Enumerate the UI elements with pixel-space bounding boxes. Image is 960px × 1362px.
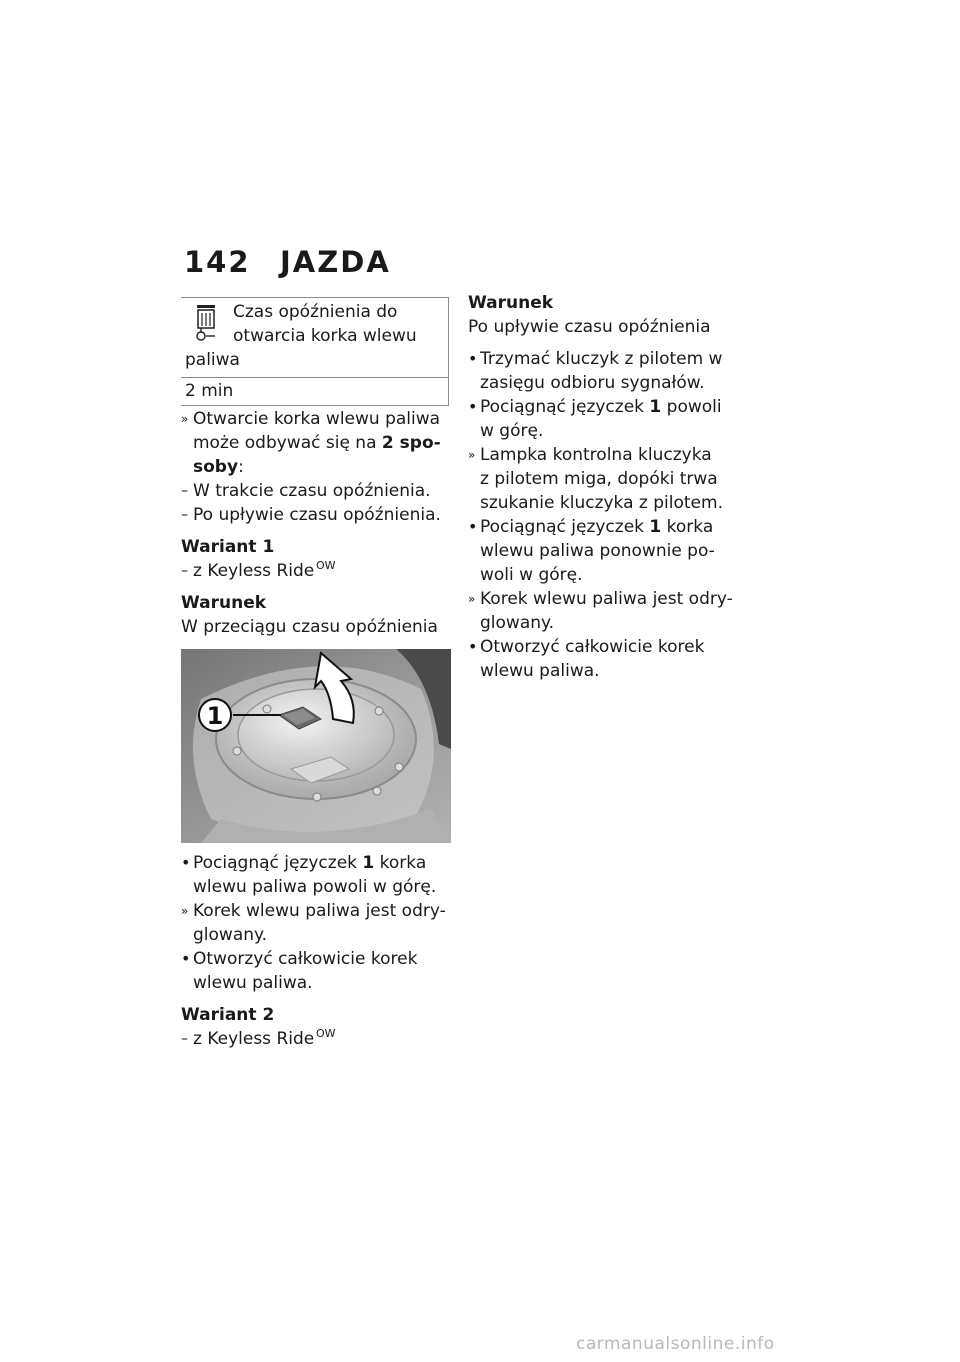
result-intro: [181, 407, 453, 479]
bullet-marker-icon: •: [468, 397, 478, 416]
r-result2-line2: glowany.: [480, 613, 555, 633]
way-1: W trakcie czasu opóźnienia.: [193, 481, 431, 501]
page-number: 142: [184, 245, 251, 279]
r-step3-text-b: korka: [661, 517, 714, 537]
info-label-line3: paliwa: [185, 350, 240, 370]
condition2-text: Po upływie czasu opóźnienia: [468, 317, 711, 337]
r-step4-line2: wlewu paliwa.: [480, 661, 600, 681]
bullet-marker-icon: •: [181, 853, 191, 872]
r-step1-line2: zasięgu odbioru sygnałów.: [480, 373, 705, 393]
r-step2-line2: w górę.: [480, 421, 544, 441]
result-marker-icon: »: [181, 412, 189, 426]
intro-bold-b: soby: [193, 457, 239, 477]
info-box-label: [181, 298, 448, 377]
r-result1-line2: z pilotem miga, dopóki trwa: [480, 469, 718, 489]
bullet-marker-icon: •: [181, 949, 191, 968]
intro-line-c: [193, 455, 453, 479]
r-step3: [468, 515, 748, 587]
r-step3-bold: 1: [649, 517, 662, 537]
r-step2-text-a: Pociągnąć języczek: [480, 397, 650, 417]
condition2-title: Warunek: [468, 293, 554, 313]
variant2-text: z Keyless Ride: [193, 1029, 315, 1049]
r-result1-line3: szukanie kluczyka z pilotem.: [480, 493, 723, 513]
info-box-value: 2 min: [181, 377, 448, 405]
watermark: carmanualsonline.info: [576, 1334, 775, 1354]
result-marker-icon: »: [181, 904, 189, 918]
variant1-item: [181, 559, 453, 583]
page-header: [184, 244, 391, 280]
variant2-sup: OW: [315, 1027, 336, 1040]
variant1-title: Wariant 1: [181, 537, 275, 557]
step2-line2: wlewu paliwa.: [193, 973, 313, 993]
dash-marker-icon: –: [181, 507, 188, 523]
r-step3-text-a: Pociągnąć języczek: [480, 517, 650, 537]
intro-colon: :: [238, 457, 244, 477]
step1-line2: wlewu paliwa powoli w górę.: [193, 877, 437, 897]
step2-line1: Otworzyć całkowicie korek: [193, 949, 418, 969]
step1: [181, 851, 453, 899]
way-2: Po upływie czasu opóźnienia.: [193, 505, 441, 525]
result1-line1: Korek wlewu paliwa jest odry-: [193, 901, 446, 921]
dash-marker-icon: –: [181, 1031, 188, 1047]
r-step1: [468, 347, 748, 395]
timer-fuel-icon: [195, 304, 219, 344]
condition1-title: Warunek: [181, 593, 267, 613]
intro-text-b: może odbywać się na: [193, 433, 382, 453]
step1-line1: [193, 851, 453, 875]
left-column: [181, 297, 453, 1051]
intro-line-b: [193, 431, 453, 455]
dash-marker-icon: –: [181, 483, 188, 499]
variant1-text: z Keyless Ride: [193, 561, 315, 581]
info-label-line2: otwarcia korka wlewu: [233, 326, 417, 346]
fuel-cap-photo: [181, 649, 451, 843]
variant2-title: Wariant 2: [181, 1005, 275, 1025]
r-step2-line1: [480, 395, 748, 419]
variant2-item: [181, 1027, 453, 1051]
r-step1-line1: Trzymać kluczyk z pilotem w: [480, 349, 723, 369]
step1-text-b: korka: [374, 853, 427, 873]
result1: [181, 899, 453, 947]
info-label-line1: Czas opóźnienia do: [233, 302, 398, 322]
section-title: JAZDA: [280, 245, 391, 279]
bullet-marker-icon: •: [468, 517, 478, 536]
r-result2: [468, 587, 748, 635]
bullet-marker-icon: •: [468, 349, 478, 368]
variant1-sup: OW: [315, 559, 336, 572]
bullet-marker-icon: •: [468, 637, 478, 656]
r-result1: [468, 443, 748, 515]
figure-callout-1: 1: [206, 702, 224, 730]
r-step3-line2: wlewu paliwa ponownie po-: [480, 541, 715, 561]
result-marker-icon: »: [468, 448, 476, 462]
info-box: [181, 297, 449, 406]
r-step3-line1: [480, 515, 748, 539]
step2: [181, 947, 453, 995]
result-marker-icon: »: [468, 592, 476, 606]
r-result1-line1: Lampka kontrolna kluczyka: [480, 445, 712, 465]
dash-marker-icon: –: [181, 563, 188, 579]
right-column: [468, 291, 748, 683]
r-step4-line1: Otworzyć całkowicie korek: [480, 637, 705, 657]
list-item: [181, 503, 453, 527]
r-step3-line3: woli w górę.: [480, 565, 583, 585]
r-step4: [468, 635, 748, 683]
spacer: [468, 339, 748, 347]
result1-line2: glowany.: [193, 925, 268, 945]
r-step2-text-b: powoli: [661, 397, 722, 417]
r-result2-line1: Korek wlewu paliwa jest odry-: [480, 589, 733, 609]
condition1-text: W przeciągu czasu opóźnienia: [181, 617, 438, 637]
list-item: [181, 479, 453, 503]
step1-bold: 1: [362, 853, 375, 873]
r-step2: [468, 395, 748, 443]
step1-text-a: Pociągnąć języczek: [193, 853, 363, 873]
intro-line-a: Otwarcie korka wlewu paliwa: [193, 409, 441, 429]
intro-bold-a: 2 spo-: [381, 433, 441, 453]
r-step2-bold: 1: [649, 397, 662, 417]
